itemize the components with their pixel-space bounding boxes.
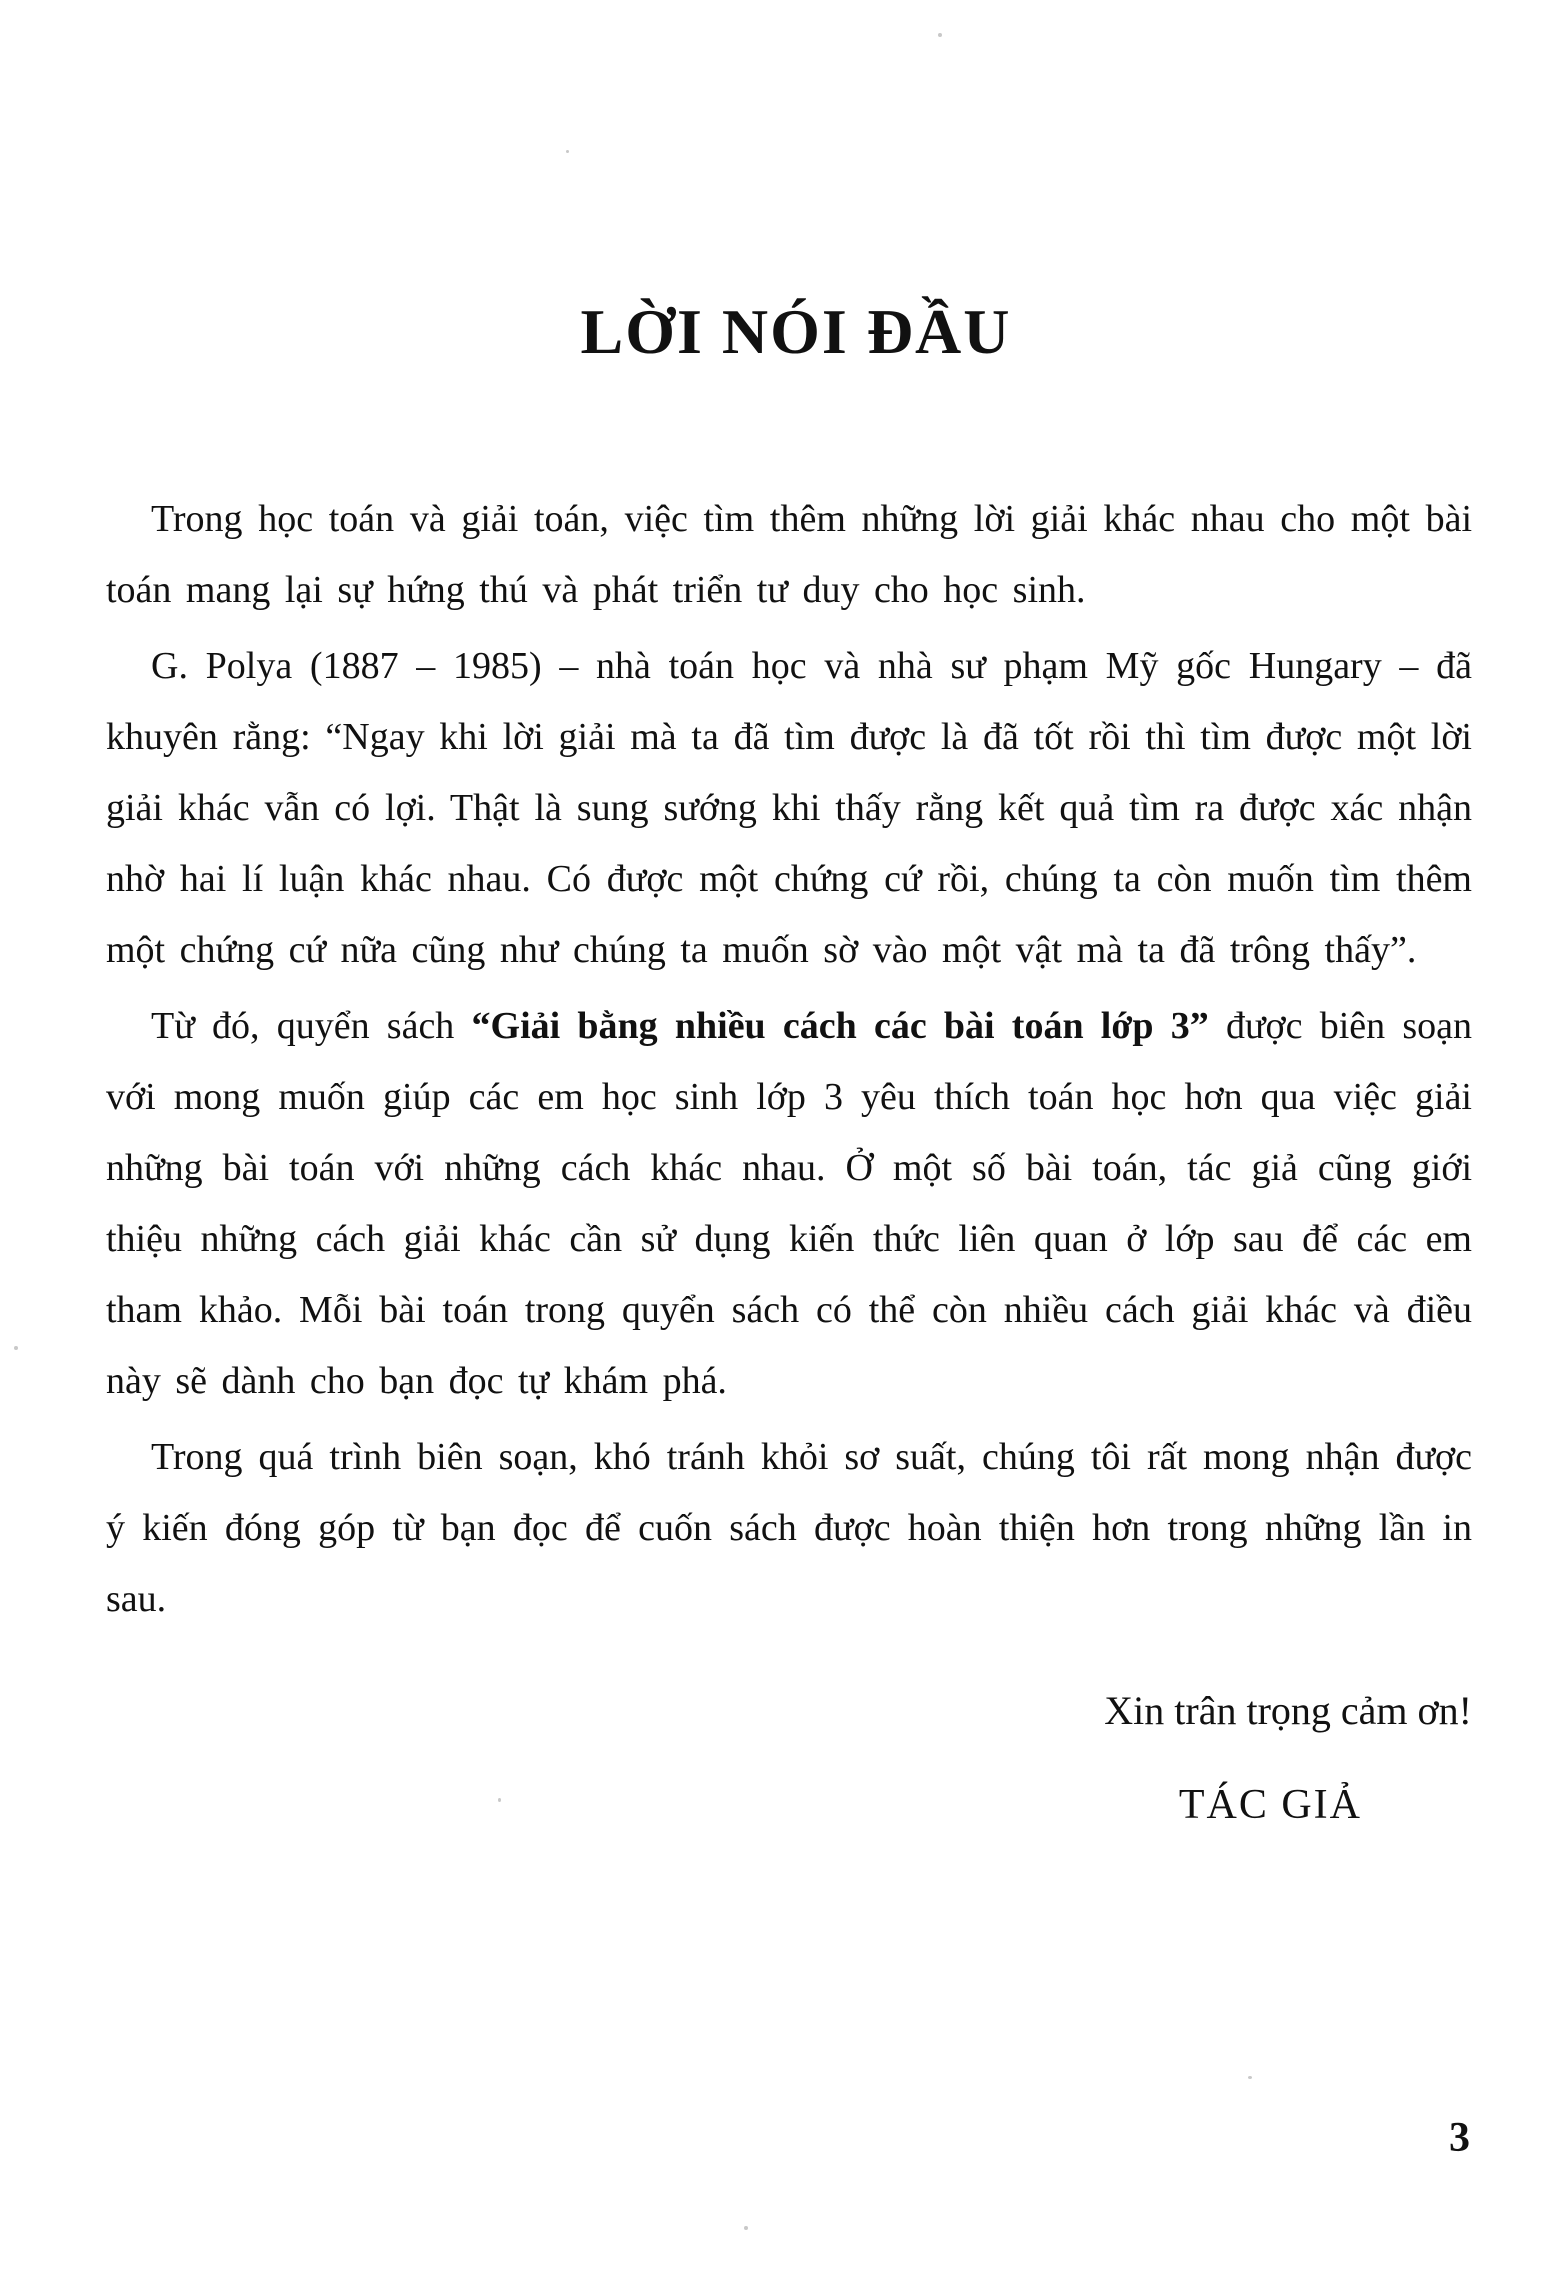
scan-speck-dot — [566, 150, 569, 153]
paragraph-2: G. Polya (1887 – 1985) – nhà toán học và nhà sư phạm Mỹ gốc Hungary – đã khuyên rằng: “Ngay khi lời giải mà ta đã tìm được là đã tốt rồi thì tìm được một lời giải khác vẫn có lợi. Thật là sung sướng khi thấy rằng kết quả tìm ra được xác nhận nhờ hai lí luận khác nhau. Có được một chứng cứ rồi, chúng ta còn muốn tìm thêm một chứng cứ nữa cũng như chúng ta muốn sờ vào một vật mà ta đã trông thấy”. — [106, 645, 1472, 971]
closing-thanks: Xin trân trọng cảm ơn! — [1104, 1688, 1472, 1733]
preface-body — [106, 484, 1472, 1833]
scan-speck-dot — [14, 1346, 18, 1350]
scan-speck-dot — [498, 1798, 501, 1802]
book-title-bold: “Giải bằng nhiều cách các bài toán lớp 3” — [471, 1005, 1209, 1047]
closing-author: TÁC GIẢ — [1178, 1782, 1362, 1828]
paragraph-3-text-pre: Từ đó, quyển sách — [151, 1005, 472, 1047]
paragraph-4: Trong quá trình biên soạn, khó tránh khỏi sơ suất, chúng tôi rất mong nhận được ý kiến đóng góp từ bạn đọc để cuốn sách được hoàn thiện hơn trong những lần in sau. — [106, 1436, 1472, 1620]
page-number: 3 — [1449, 2115, 1470, 2161]
scan-speck-dot — [1248, 2076, 1252, 2079]
paragraph-3-text-post: được biên soạn với mong muốn giúp các em học sinh lớp 3 yêu thích toán học hơn qua việc giải những bài toán với những cách khác nhau. Ở một số bài toán, tác giả cũng giới thiệu những cách giải khác cần sử dụng kiến thức liên quan ở lớp sau để các em tham khảo. Mỗi bài toán trong quyển sách có thể còn nhiều cách giải khác và điều này sẽ dành cho bạn đọc tự khám phá. — [106, 1005, 1472, 1402]
scan-speck-dot — [938, 33, 942, 37]
page-title: LỜI NÓI ĐẦU — [580, 296, 1012, 367]
paragraph-3 — [106, 991, 1472, 1417]
paragraph-1: Trong học toán và giải toán, việc tìm thêm những lời giải khác nhau cho một bài toán mang lại sự hứng thú và phát triển tư duy cho học sinh. — [106, 498, 1472, 611]
scan-speck-dot — [744, 2226, 748, 2230]
